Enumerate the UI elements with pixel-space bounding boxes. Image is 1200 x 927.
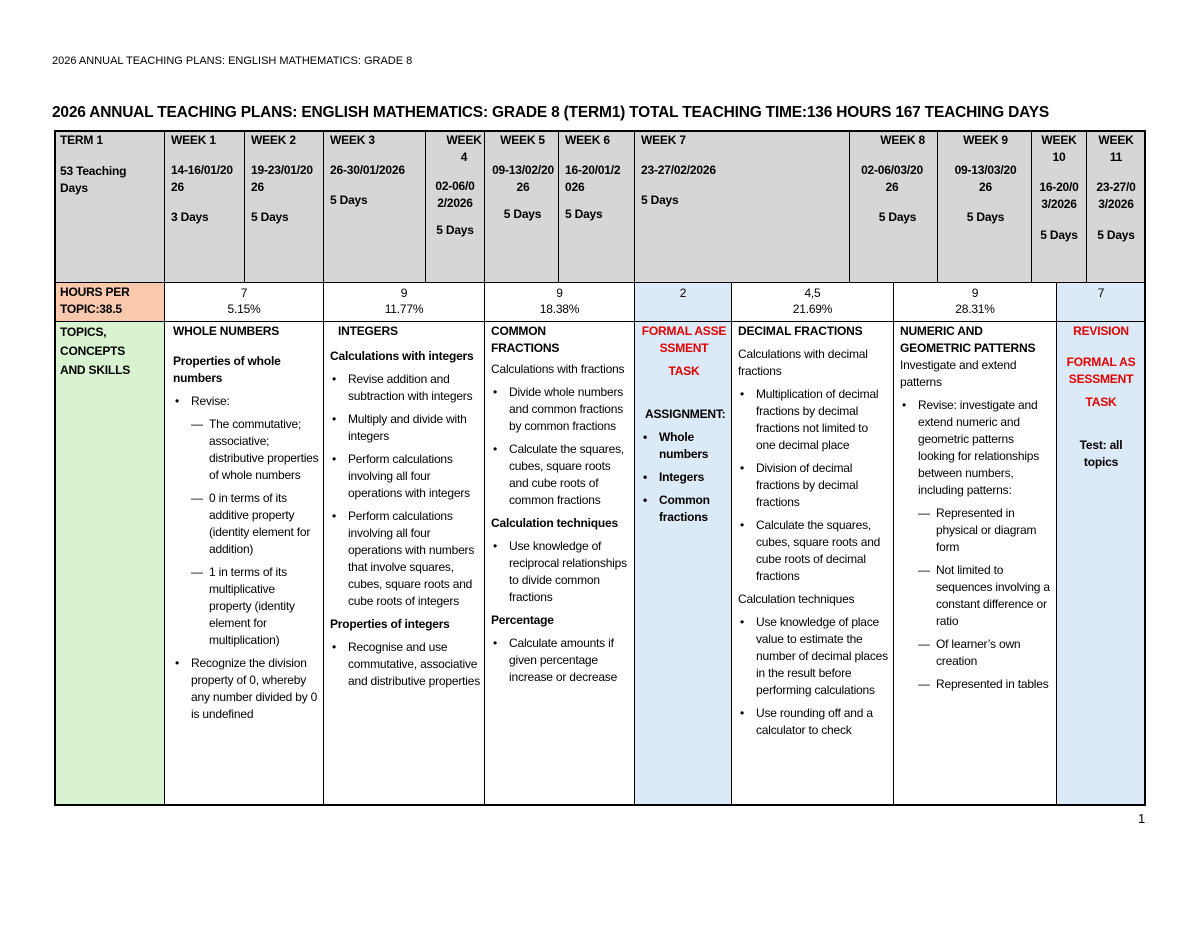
hours-formal-assessment: 2	[635, 283, 732, 322]
list-item: • Integers	[641, 469, 727, 486]
topic-patterns	[894, 322, 1057, 806]
page-number: 1	[1138, 811, 1146, 826]
week-10-header: WEEK 10 16-20/03/2026 5 Days	[1032, 130, 1087, 283]
week-7-header: WEEK 7 23-27/02/2026 5 Days	[635, 130, 850, 283]
list-item: • Whole numbers	[641, 429, 727, 463]
list-item: • Use rounding off and a calculator to check	[738, 705, 889, 739]
list-item: • Common fractions	[641, 492, 727, 526]
list-item: — Represented in tables	[918, 676, 1052, 693]
list-item: • Calculate the squares, cubes, square roots and cube roots of decimal fractions	[738, 517, 889, 585]
list-item: — 1 in terms of its multiplicative property (identity element for multiplication)	[191, 564, 319, 649]
term-label: TERM 1	[60, 133, 103, 147]
list-item: • Perform calculations involving all four operations with numbers that involve squares, cubes, square roots and cube roots of integers	[330, 508, 480, 610]
revision-test: Test: all topics	[1079, 438, 1123, 469]
whole-numbers-subtitle: Properties of whole numbers	[173, 354, 281, 385]
week-1-header: WEEK 1 14-16/01/2026 3 Days	[165, 130, 245, 283]
assignment-label: ASSIGNMENT:	[645, 407, 726, 421]
week-6-header: WEEK 6 16-20/01/2026 5 Days	[559, 130, 635, 283]
list-item: — 0 in terms of its additive property (identity element for addition)	[191, 490, 319, 558]
topic-decimal-fractions	[732, 322, 894, 806]
list-item: • Use knowledge of reciprocal relationships to divide common fractions	[491, 538, 630, 606]
list-item: — Of learner’s own creation	[918, 636, 1052, 670]
fractions-subtitle: Calculation techniques	[491, 516, 618, 530]
topic-formal-assessment	[635, 322, 732, 806]
patterns-intro: Investigate and extend patterns	[900, 358, 1017, 389]
week-5-header: WEEK 5 09-13/02/2026 5 Days	[485, 130, 559, 283]
list-item: • Revise addition and subtraction with integers	[330, 371, 480, 405]
week-8-header: WEEK 8 02-06/03/2026 5 Days	[850, 130, 938, 283]
whole-numbers-title: WHOLE NUMBERS	[173, 324, 280, 338]
list-item: — Represented in physical or diagram form	[918, 505, 1052, 556]
hours-whole-numbers: 7 5.15%	[165, 283, 324, 322]
list-item: • Division of decimal fractions by decimal fractions	[738, 460, 889, 511]
week-3-header: WEEK 3 26-30/01/2026 5 Days	[324, 130, 426, 283]
list-item: • Multiply and divide with integers	[330, 411, 480, 445]
decimals-subtitle: Calculation techniques	[738, 592, 855, 606]
topic-integers	[324, 322, 485, 806]
formal-task: TASK	[668, 364, 700, 378]
hours-revision: 7	[1057, 283, 1146, 322]
formal-assessment-title: FORMAL ASSESSMENT	[641, 324, 727, 355]
week-11-header: WEEK 11 23-27/03/2026 5 Days	[1087, 130, 1146, 283]
revision-title: REVISION	[1073, 324, 1129, 338]
term-cell	[54, 130, 165, 283]
hours-label: HOURS PER TOPIC:38.5	[54, 283, 165, 322]
fractions-intro: Calculations with fractions	[491, 362, 625, 376]
integers-title: INTEGERS	[338, 324, 398, 338]
topic-revision	[1057, 322, 1146, 806]
list-item: • Calculate amounts if given percentage increase or decrease	[491, 635, 630, 686]
week-4-header: WEEK 4 02-06/02/2026 5 Days	[426, 130, 485, 283]
list-item: • Recognise and use commutative, associative and distributive properties	[330, 639, 480, 690]
fractions-subtitle-2: Percentage	[491, 613, 554, 627]
running-header: 2026 ANNUAL TEACHING PLANS: ENGLISH MATHEMATICS: GRADE 8	[52, 55, 413, 67]
list-item: — The commutative; associative; distributive properties of whole numbers	[191, 416, 319, 484]
list-item: • Use knowledge of place value to estimate the number of decimal places in the result before performing calculations	[738, 614, 889, 699]
patterns-title: NUMERIC AND GEOMETRIC PATTERNS	[900, 324, 1036, 355]
hours-decimals: 4,5 21.69%	[732, 283, 894, 322]
topics-label: TOPICS, CONCEPTS AND SKILLS	[54, 322, 165, 806]
topic-whole-numbers	[165, 322, 324, 806]
list-item: • Divide whole numbers and common fractions by common fractions	[491, 384, 630, 435]
integers-subtitle: Calculations with integers	[330, 349, 474, 363]
list-item: • Recognize the division property of 0, whereby any number divided by 0 is undefined	[173, 655, 319, 723]
week-2-header: WEEK 2 19-23/01/2026 5 Days	[245, 130, 324, 283]
list-item: • Perform calculations involving all four operations with integers	[330, 451, 480, 502]
list-item: • Revise: — The commutative; associative; distributive properties of whole numbers — 0 in terms of its additive property (identity element for addition) — 1 in terms of its multiplicative property (identity element for multiplication)	[173, 393, 319, 649]
decimals-intro: Calculations with decimal fractions	[738, 347, 868, 378]
hours-integers: 9 11.77%	[324, 283, 485, 322]
fractions-title: COMMON FRACTIONS	[491, 324, 560, 355]
topic-common-fractions	[485, 322, 635, 806]
list-item: • Multiplication of decimal fractions by decimal fractions not limited to one decimal place	[738, 386, 889, 454]
integers-subtitle-2: Properties of integers	[330, 617, 450, 631]
hours-patterns: 9 28.31%	[894, 283, 1057, 322]
week-9-header: WEEK 9 09-13/03/2026 5 Days	[938, 130, 1032, 283]
revision-formal-assessment: FORMAL ASSESSMENT	[1066, 355, 1136, 386]
list-item: • Revise: investigate and extend numeric and geometric patterns looking for relationships between numbers, including patterns: — Represented in physical or diagram form — Not limited to sequences involving a constant difference or ratio — Of learner’s own creation — Represented in tables	[900, 397, 1052, 693]
page-title: 2026 ANNUAL TEACHING PLANS: ENGLISH MATHEMATICS: GRADE 8 (TERM1) TOTAL TEACHING TIME:136 HOURS 167 TEACHING DAYS	[52, 104, 1049, 121]
revision-task: TASK	[1085, 395, 1117, 409]
list-item: — Not limited to sequences involving a constant difference or ratio	[918, 562, 1052, 630]
decimals-title: DECIMAL FRACTIONS	[738, 324, 863, 338]
hours-fractions: 9 18.38%	[485, 283, 635, 322]
list-item: • Calculate the squares, cubes, square roots and cube roots of common fractions	[491, 441, 630, 509]
term-days: 53 Teaching Days	[60, 164, 127, 195]
